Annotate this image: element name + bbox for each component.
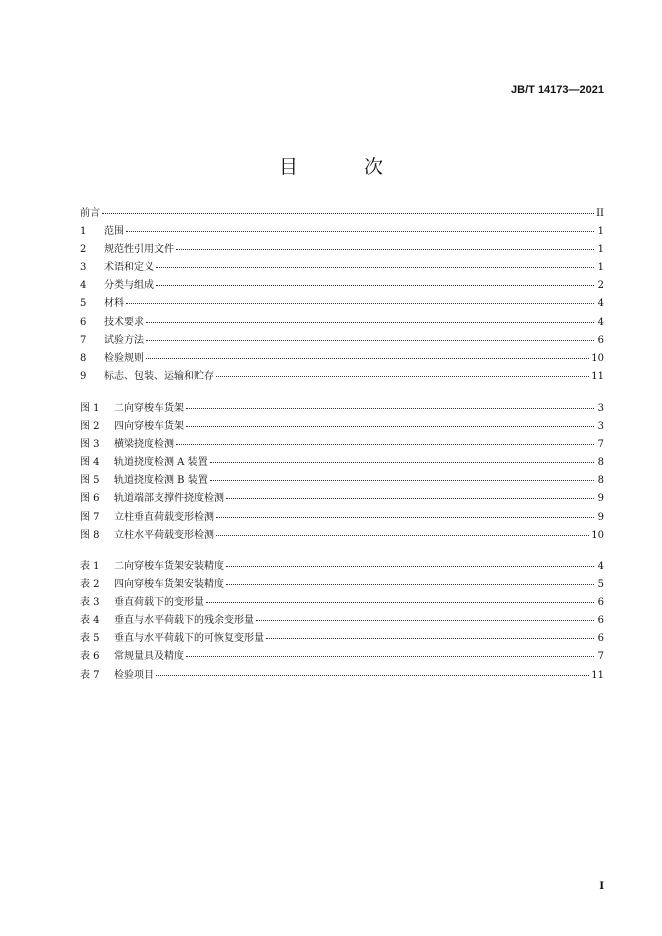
toc-entry[interactable] (80, 277, 604, 295)
dot-leader (256, 611, 594, 621)
toc-entry[interactable] (80, 594, 604, 612)
toc-entry-number: 7 (80, 334, 87, 346)
toc-entry[interactable] (80, 558, 604, 576)
toc-entry-title: 分类与组成 (104, 280, 154, 292)
toc-entry[interactable] (80, 295, 604, 313)
toc-entry-page: 1 (597, 226, 604, 238)
toc-entry-title: 垂直荷载下的变形量 (114, 597, 204, 609)
toc-entry-title: 垂直与水平荷载下的可恢复变形量 (114, 633, 264, 645)
page-number: I (599, 881, 604, 892)
toc-entry-title: 轨道端部支撑件挠度检测 (114, 493, 224, 505)
toc-entry-number: 8 (80, 352, 87, 364)
dot-leader (126, 294, 594, 304)
toc-entry[interactable] (80, 241, 604, 259)
toc-entry-title: 轨道挠度检测 B 装置 (114, 475, 208, 487)
toc-entry-number: 图 5 (80, 475, 100, 487)
toc-entry-title: 检验规则 (104, 352, 144, 364)
toc-entry-title: 范围 (104, 226, 124, 238)
dot-leader (186, 417, 594, 427)
toc-entry-page: 5 (597, 579, 604, 591)
dot-leader (176, 240, 594, 250)
toc-entry-page: 9 (597, 493, 604, 505)
toc-entry[interactable] (80, 436, 604, 454)
toc-entry-number: 1 (80, 226, 87, 238)
toc-entry-title: 规范性引用文件 (104, 244, 174, 256)
dot-leader (226, 489, 594, 499)
toc-entry-page: 1 (597, 262, 604, 274)
toc-entry-number: 2 (80, 244, 87, 256)
toc-entry[interactable] (80, 527, 604, 545)
dot-leader (186, 647, 594, 657)
toc-entry-title: 二向穿梭车货架安装精度 (114, 561, 224, 572)
dot-leader (266, 629, 594, 639)
dot-leader (102, 204, 594, 214)
toc-entry-title: 前言 (80, 208, 100, 219)
toc-sections (80, 205, 604, 386)
toc-entry-page: 8 (597, 457, 604, 469)
toc-entry-page: 6 (597, 615, 604, 627)
toc-entry-number: 图 8 (80, 529, 100, 541)
dot-leader (226, 557, 594, 567)
dot-leader (216, 526, 589, 536)
toc-entry-number: 表 1 (80, 561, 100, 572)
toc-entry-page: 6 (597, 597, 604, 609)
dot-leader (156, 276, 594, 286)
toc-entry[interactable] (80, 509, 604, 527)
dot-leader (146, 313, 594, 323)
toc-entry-number: 表 5 (80, 633, 100, 645)
toc-entry-number: 图 4 (80, 457, 100, 469)
toc-entry-number: 4 (80, 280, 87, 292)
toc-entry-page: 8 (597, 475, 604, 487)
toc-entry[interactable] (80, 630, 604, 648)
page-title: 目 次 (278, 156, 414, 178)
toc-entry-title: 技术要求 (104, 316, 144, 328)
toc-entry-page: 4 (597, 561, 604, 572)
toc-entry-title: 试验方法 (104, 334, 144, 346)
toc-entry-page: II (596, 208, 604, 219)
toc-entry-page: 7 (597, 439, 604, 451)
toc-entry-page: 7 (597, 651, 604, 663)
toc-entry-page: 9 (597, 511, 604, 523)
dot-leader (210, 453, 594, 463)
toc-entry-number: 图 6 (80, 493, 100, 505)
toc-entry-page: 10 (591, 352, 604, 364)
toc-entry-number: 表 7 (80, 669, 100, 681)
toc-entry[interactable] (80, 314, 604, 332)
standard-code: JB/T 14173—2021 (511, 84, 604, 96)
toc-entry[interactable] (80, 350, 604, 368)
toc-figures (80, 400, 604, 545)
toc-entry-number: 表 4 (80, 615, 100, 627)
dot-leader (176, 435, 594, 445)
toc-entry-number: 3 (80, 262, 87, 274)
toc-entry-page: 6 (597, 334, 604, 346)
toc-entry-title: 标志、包装、运输和贮存 (104, 370, 214, 382)
toc-entry-page: 2 (597, 280, 604, 292)
dot-leader (156, 666, 589, 676)
toc-entry[interactable] (80, 612, 604, 630)
dot-leader (216, 508, 594, 518)
dot-leader (206, 593, 594, 603)
toc-entry-page: 11 (591, 669, 604, 681)
toc-entry[interactable] (80, 223, 604, 241)
toc-entry-page: 4 (597, 298, 604, 310)
dot-leader (226, 575, 594, 585)
dot-leader (146, 349, 589, 359)
toc-entry-page: 6 (597, 633, 604, 645)
toc-entry-number: 表 3 (80, 597, 100, 609)
dot-leader (216, 367, 589, 377)
dot-leader (210, 471, 594, 481)
toc-entry-number: 6 (80, 316, 87, 328)
toc-entry[interactable] (80, 205, 604, 223)
toc-entry-title: 垂直与水平荷载下的残余变形量 (114, 615, 254, 627)
dot-leader (146, 331, 594, 341)
toc-entry-page: 10 (591, 529, 604, 541)
toc-entry[interactable] (80, 472, 604, 490)
toc-entry-page: 1 (597, 244, 604, 256)
toc-entry-title: 轨道挠度检测 A 装置 (114, 457, 208, 469)
toc-entry-title: 立柱水平荷载变形检测 (114, 529, 214, 541)
toc-entry-number: 图 2 (80, 421, 100, 433)
toc-entry[interactable] (80, 418, 604, 436)
toc-entry-page: 4 (597, 316, 604, 328)
toc-entry[interactable] (80, 368, 604, 386)
toc-entry-title: 立柱垂直荷载变形检测 (114, 511, 214, 523)
toc-entry[interactable] (80, 667, 604, 685)
dot-leader (156, 258, 594, 268)
toc-entry-title: 材料 (104, 298, 124, 310)
toc-entry-number: 图 7 (80, 511, 100, 523)
toc-entry-number: 9 (80, 370, 87, 382)
toc-entry[interactable] (80, 576, 604, 594)
toc-entry[interactable] (80, 490, 604, 508)
toc-entry[interactable] (80, 648, 604, 666)
toc-entry-title: 四向穿梭车货架安装精度 (114, 579, 224, 591)
toc-entry-number: 图 3 (80, 439, 100, 451)
toc-entry-number: 5 (80, 298, 87, 310)
toc-entry-number: 图 1 (80, 403, 100, 414)
toc-entry-page: 3 (597, 421, 604, 433)
toc-entry-title: 二向穿梭车货架 (114, 403, 184, 414)
toc-entry-title: 常规量具及精度 (114, 651, 184, 663)
dot-leader (126, 222, 594, 232)
toc-entry[interactable] (80, 400, 604, 418)
toc-entry[interactable] (80, 454, 604, 472)
toc-entry-number: 表 6 (80, 651, 100, 663)
toc-entry-title: 检验项目 (114, 669, 154, 681)
toc-entry[interactable] (80, 332, 604, 350)
toc-entry-number: 表 2 (80, 579, 100, 591)
toc-entry-title: 横梁挠度检测 (114, 439, 174, 451)
toc-entry-title: 四向穿梭车货架 (114, 421, 184, 433)
toc-entry-title: 术语和定义 (104, 262, 154, 274)
toc-entry[interactable] (80, 259, 604, 277)
toc-tables (80, 558, 604, 685)
dot-leader (186, 399, 594, 409)
toc-entry-page: 3 (597, 403, 604, 414)
toc-entry-page: 11 (591, 370, 604, 382)
